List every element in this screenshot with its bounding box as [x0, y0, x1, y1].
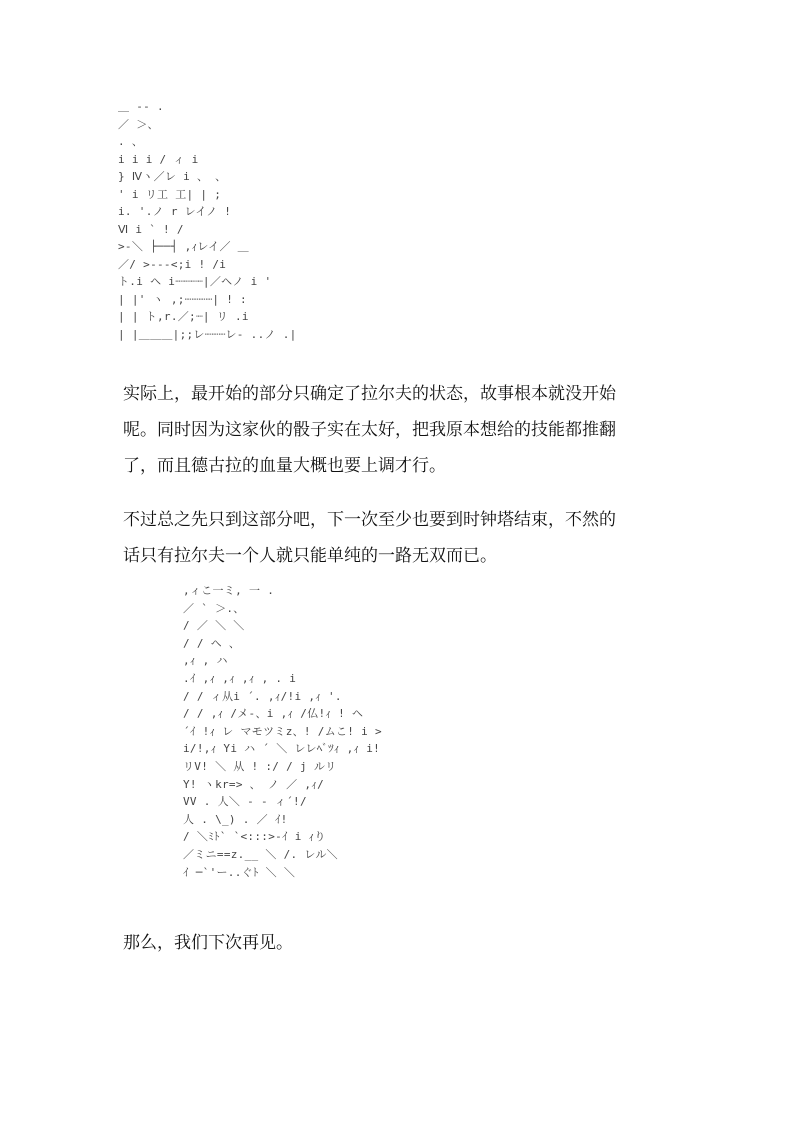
art-line: i/!,ｨ Yi ハ ´ ＼ レレﾍﾞﾂｨ ,ｨ i!: [183, 742, 381, 756]
art-line: / / ,ｨ /メ‐、i ,ｨ /仏!ｨ ! ヘ: [183, 707, 364, 721]
art-line: i. '.ノ r レイノ !: [118, 205, 232, 218]
art-line: / / ヘ 、: [183, 636, 241, 650]
art-line: . 、: [118, 135, 144, 148]
art-line: ' i リ工 工| | ;: [118, 187, 222, 201]
art-line: >-＼ ├──┤ ,ｨレイ／ ＿: [118, 240, 249, 253]
text-line: 实际上，最开始的部分只确定了拉尔夫的状态，故事根本就没开始: [123, 384, 616, 404]
art-line: / ／ ＼ ＼: [183, 619, 245, 633]
art-line: Ⅵ i ` ! /: [118, 222, 184, 236]
art-line: ／ ＞、: [118, 117, 159, 131]
art-line: .ｲ ,ｨ ,ｨ ,ｨ , . i: [183, 671, 297, 685]
art-line: | |' ヽ ,;┈┈┈┈| ! :: [118, 292, 247, 306]
art-line: ／ミニ==z.__ ＼ /. レル＼: [183, 847, 338, 861]
paragraph-2: [123, 502, 683, 574]
text-line: 了，而且德古拉的血量大概也要上调才行。: [123, 456, 446, 476]
ascii-art-character-2: [183, 582, 382, 881]
art-line: i i i / ィ i: [118, 152, 199, 166]
paragraph-1: [123, 376, 683, 484]
art-line: ／ ` ＞.、: [183, 601, 245, 615]
art-line: ,ィこ一ミ, 一 .: [183, 584, 275, 597]
art-line: ト.i ヘ i┈┈┈┈|／ヘノ i ': [118, 275, 272, 288]
text-line: 那么，我们下次再见。: [123, 933, 293, 953]
art-line: Y! ヽkr=> 、 ノ ／ ,ｨ/: [183, 777, 324, 791]
art-line: / ＼ﾐﾄ` `<:::>-ｲ i ｨり: [183, 830, 326, 844]
art-line: } Ⅳヽ／レ i 、 、: [118, 170, 227, 183]
paragraph-3: [123, 925, 683, 961]
art-line: ,ｨ , ハ: [183, 654, 228, 668]
art-line: / / ィ从i ´. ,ｨ/!i ,ｨ '.: [183, 689, 342, 703]
art-line: ｲ ─`'ー..ぐﾄ ＼ ＼: [183, 865, 296, 879]
art-line: ＿ ‐- .: [118, 100, 164, 113]
art-line: | | ト,r.／;┈| リ .i: [118, 310, 249, 323]
text-line: 不过总之先只到这部分吧，下一次至少也要到时钟塔结束，不然的: [123, 510, 616, 530]
art-line: ／/ >--‐<;i ! /i: [118, 257, 227, 271]
art-line: ´ｲ !ｨ レ マモツミz、! /ムこ! i >: [183, 724, 382, 738]
art-line: | |＿＿＿|;;レ┈┈┈レ‐ ..ノ .|: [118, 327, 297, 341]
text-line: 呢。同时因为这家伙的骰子实在太好，把我原本想给的技能都推翻: [123, 420, 616, 440]
ascii-art-character-1: [118, 98, 297, 343]
art-line: リV! ＼ 从 ! :/ / j ルリ: [183, 759, 337, 773]
art-line: 人 . \_) . ／ ｲ!: [183, 812, 288, 826]
text-line: 话只有拉尔夫一个人就只能单纯的一路无双而已。: [123, 546, 497, 566]
art-line: VV . 人＼ ‐ - ィ´!/: [183, 795, 307, 809]
